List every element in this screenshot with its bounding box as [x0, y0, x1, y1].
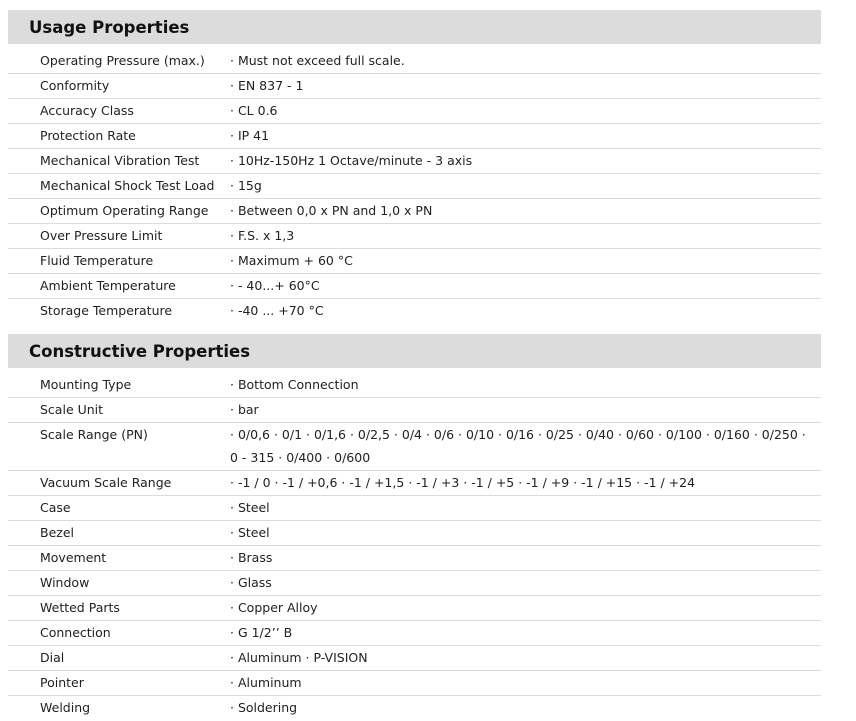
property-value: · Soldering: [230, 700, 298, 715]
property-label: Accuracy Class: [40, 103, 134, 118]
property-value: · EN 837 - 1: [230, 78, 304, 93]
properties-document: [8, 10, 821, 721]
property-row: [8, 74, 821, 99]
section-title-usage: Usage Properties: [8, 10, 821, 44]
property-row: [8, 174, 821, 199]
property-value: · Brass: [230, 550, 273, 565]
property-value: · Copper Alloy: [230, 600, 318, 615]
property-label: Movement: [40, 550, 107, 565]
property-label: Scale Range (PN): [40, 427, 148, 442]
property-row: [8, 49, 821, 74]
property-row: [8, 496, 821, 521]
property-label: Mounting Type: [40, 377, 132, 392]
property-value: · CL 0.6: [230, 103, 278, 118]
property-value: · F.S. x 1,3: [230, 228, 295, 243]
property-value: · -1 / 0 · -1 / +0,6 · -1 / +1,5 · -1 / +3 · -1 / +5 · -1 / +9 · -1 / +15 · -1 / +24: [230, 475, 696, 490]
property-value: · Steel: [230, 525, 270, 540]
property-value: · Aluminum · P-VISION: [230, 650, 368, 665]
property-row: [8, 398, 821, 423]
property-row: [8, 224, 821, 249]
property-row: [8, 596, 821, 621]
property-value: · G 1/2’’ B: [230, 625, 293, 640]
property-value: · 15g: [230, 178, 262, 193]
property-label: Dial: [40, 650, 65, 665]
property-value: · Steel: [230, 500, 270, 515]
property-row: [8, 646, 821, 671]
property-label: Wetted Parts: [40, 600, 120, 615]
property-row: [8, 471, 821, 496]
property-row: [8, 671, 821, 696]
property-row: [8, 149, 821, 174]
property-row: [8, 521, 821, 546]
property-value: · IP 41: [230, 128, 270, 143]
property-value: · 10Hz-150Hz 1 Octave/minute - 3 axis: [230, 153, 473, 168]
property-label: Optimum Operating Range: [40, 203, 209, 218]
property-label: Vacuum Scale Range: [40, 475, 172, 490]
property-label: Operating Pressure (max.): [40, 53, 205, 68]
constructive-properties-list: [8, 368, 821, 721]
property-row: [8, 571, 821, 596]
property-value: · Maximum + 60 °C: [230, 253, 353, 268]
property-label: Fluid Temperature: [40, 253, 154, 268]
property-row: [8, 199, 821, 224]
property-row: [8, 621, 821, 646]
property-value: · Aluminum: [230, 675, 302, 690]
property-label: Ambient Temperature: [40, 278, 176, 293]
property-row: [8, 249, 821, 274]
property-value: · bar: [230, 402, 259, 417]
property-value: · Bottom Connection: [230, 377, 359, 392]
property-value: · -40 ... +70 °C: [230, 303, 324, 318]
usage-properties-list: [8, 44, 821, 324]
property-label: Mechanical Shock Test Load: [40, 178, 215, 193]
property-label: Over Pressure Limit: [40, 228, 163, 243]
property-row: [8, 299, 821, 324]
property-value: · Between 0,0 x PN and 1,0 x PN: [230, 203, 433, 218]
property-row: [8, 546, 821, 571]
property-row: [8, 274, 821, 299]
section-title-constructive: Constructive Properties: [8, 334, 821, 368]
property-label: Scale Unit: [40, 402, 104, 417]
property-row: [8, 99, 821, 124]
property-label: Pointer: [40, 675, 84, 690]
property-label: Conformity: [40, 78, 110, 93]
property-value: · Glass: [230, 575, 272, 590]
property-label: Connection: [40, 625, 111, 640]
property-label: Case: [40, 500, 71, 515]
property-label: Welding: [40, 700, 91, 715]
property-label: Bezel: [40, 525, 74, 540]
property-row: [8, 373, 821, 398]
property-label: Protection Rate: [40, 128, 136, 143]
property-value: · Must not exceed full scale.: [230, 53, 405, 68]
property-row: [8, 696, 821, 721]
property-row: [8, 423, 821, 471]
property-label: Window: [40, 575, 90, 590]
property-row: [8, 124, 821, 149]
property-value: · - 40...+ 60°C: [230, 278, 320, 293]
property-label: Storage Temperature: [40, 303, 173, 318]
property-value: · 0/0,6 · 0/1 · 0/1,6 · 0/2,5 · 0/4 · 0/6 · 0/10 · 0/16 · 0/25 · 0/40 · 0/60 · 0/100 · 0/160 · 0/250 · 0 - 315 · 0/400 · 0/600: [230, 427, 806, 465]
property-label: Mechanical Vibration Test: [40, 153, 200, 168]
